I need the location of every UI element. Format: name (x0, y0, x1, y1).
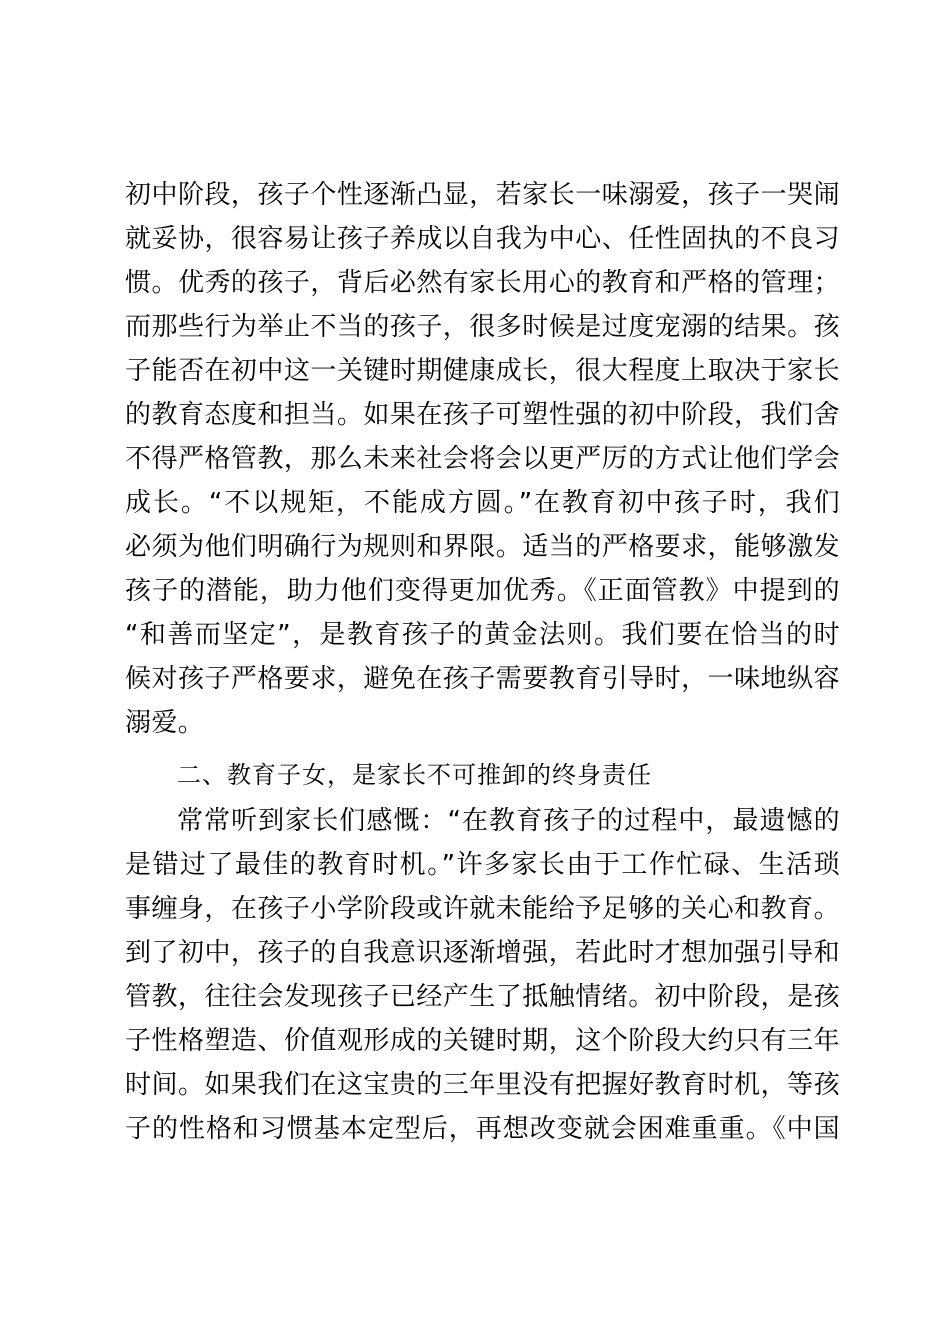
paragraph-line: 就妥协，很容易让孩子养成以自我为中心、任性固执的不良习 (125, 224, 840, 254)
paragraph-line: 子能否在初中这一关键时期健康成长，很大程度上取决于家长 (125, 356, 840, 386)
paragraph-line: 子性格塑造、价值观形成的关键时期，这个阶段大约只有三年 (125, 1026, 840, 1056)
section-heading (125, 755, 840, 795)
paragraph-line: 而那些行为举止不当的孩子，很多时候是过度宠溺的结果。孩 (125, 312, 840, 342)
paragraph-line: 常常听到家长们感慨：“在教育孩子的过程中，最遗憾的 (177, 806, 840, 836)
paragraph-line: 初中阶段，孩子个性逐渐凸显，若家长一味溺爱，孩子一哭闹 (125, 180, 840, 210)
paragraph-line: 溺爱。 (125, 708, 205, 738)
paragraph-line: 的教育态度和担当。如果在孩子可塑性强的初中阶段，我们舍 (125, 400, 840, 430)
paragraph-1 (125, 173, 840, 745)
paragraph-line: 候对孩子严格要求，避免在孩子需要教育引导时，一味地纵容 (125, 664, 840, 694)
paragraph-line: 事缠身，在孩子小学阶段或许就未能给予足够的关心和教育。 (125, 894, 840, 924)
paragraph-line: 是错过了最佳的教育时机。”许多家长由于工作忙碌、生活琐 (125, 850, 840, 880)
paragraph-line: 成长。“不以规矩，不能成方圆。”在教育初中孩子时，我们 (125, 488, 840, 518)
paragraph-line: 必须为他们明确行为规则和界限。适当的严格要求，能够激发 (125, 532, 840, 562)
section-heading-text: 二、教育子女，是家长不可推卸的终身责任 (177, 761, 652, 789)
paragraph-line: 时间。如果我们在这宝贵的三年里没有把握好教育时机，等孩 (125, 1070, 840, 1100)
paragraph-line: “和善而坚定”，是教育孩子的黄金法则。我们要在恰当的时 (125, 620, 840, 650)
paragraph-line: 不得严格管教，那么未来社会将会以更严厉的方式让他们学会 (125, 444, 840, 474)
paragraph-line: 管教，往往会发现孩子已经产生了抵触情绪。初中阶段，是孩 (125, 982, 840, 1012)
paragraph-line: 子的性格和习惯基本定型后，再想改变就会困难重重。《中国 (125, 1114, 840, 1144)
paragraph-line: 孩子的潜能，助力他们变得更加优秀。《正面管教》中提到的 (125, 576, 840, 606)
paragraph-2 (125, 799, 840, 1151)
paragraph-line: 惯。优秀的孩子，背后必然有家长用心的教育和严格的管理； (125, 268, 840, 298)
paragraph-line: 到了初中，孩子的自我意识逐渐增强，若此时才想加强引导和 (125, 938, 840, 968)
